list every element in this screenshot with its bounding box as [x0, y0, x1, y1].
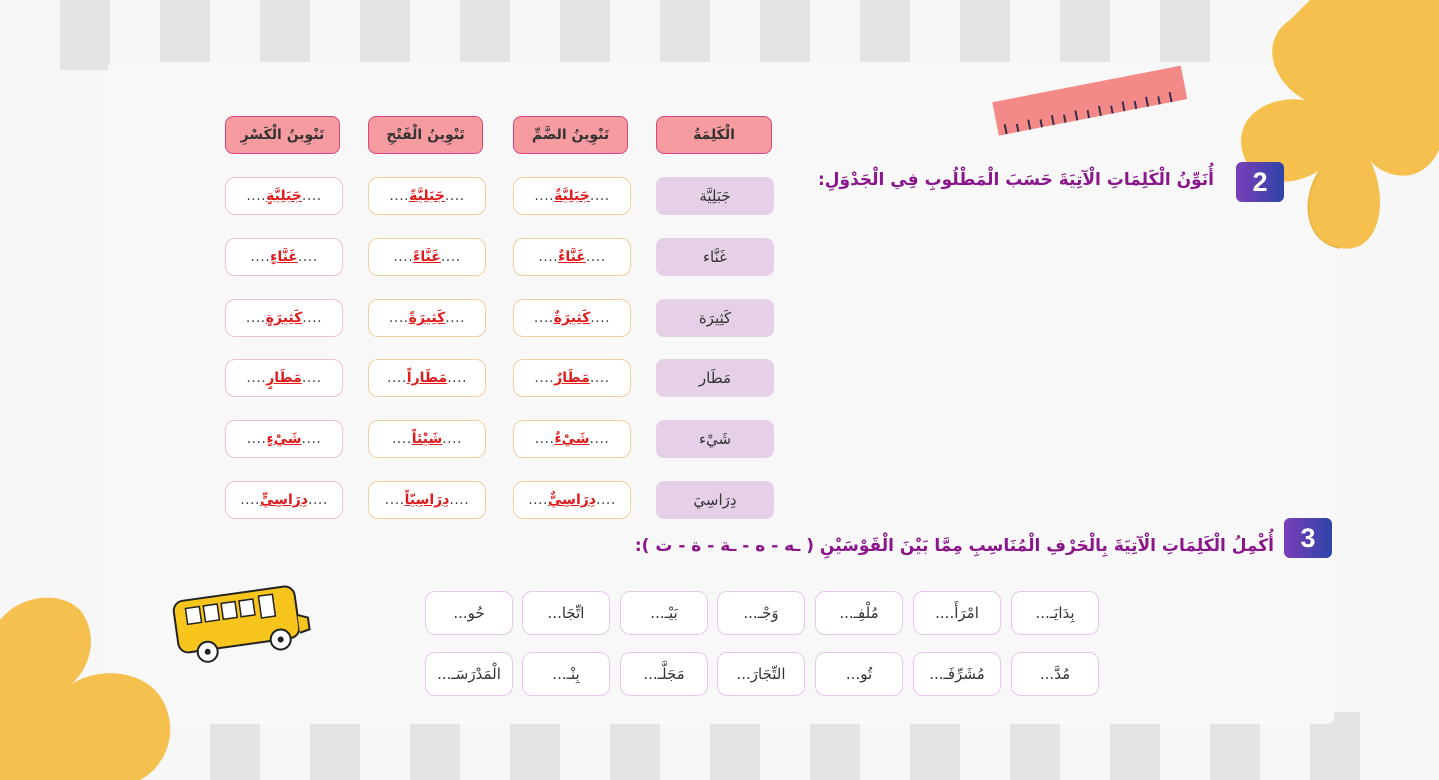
word-completion-box[interactable]: امْرَأَ....: [913, 591, 1001, 635]
cell-damm[interactable]: [513, 359, 631, 397]
word-completion-box[interactable]: مَجَلَّـ...: [620, 652, 708, 696]
dots-before: ....: [308, 492, 328, 508]
dots-after: ....: [384, 492, 405, 508]
word-completion-box[interactable]: مُلْفِـ...: [815, 591, 903, 635]
dots-before: ....: [449, 492, 470, 508]
word-completion-box[interactable]: مُشَرِّفَـ...: [913, 652, 1001, 696]
cell-damm[interactable]: [513, 238, 631, 276]
dots-before: ....: [301, 431, 322, 447]
table-word: مَطَار: [656, 359, 774, 397]
dots-after: ....: [528, 492, 549, 508]
answer-text: غَنَّاءٌ: [558, 249, 586, 265]
answer-text: جَبَلِيَّةٌ: [554, 188, 590, 204]
dots-before: ....: [302, 310, 323, 326]
dots-after: ....: [245, 310, 266, 326]
dots-after: ....: [246, 188, 267, 204]
bg-stripe: [160, 0, 210, 70]
bg-stripe: [260, 0, 310, 70]
dots-before: ....: [585, 249, 606, 265]
word-completion-box[interactable]: التِّجَارَ...: [717, 652, 805, 696]
cell-fath[interactable]: [368, 238, 486, 276]
answer-text: غَنَّاءٍ: [270, 249, 298, 265]
dots-before: ....: [301, 188, 322, 204]
cell-damm[interactable]: [513, 177, 631, 215]
bg-stripe: [660, 0, 710, 70]
question-number-badge: 2: [1236, 162, 1284, 202]
dots-before: ....: [297, 249, 318, 265]
dots-before: ....: [589, 188, 610, 204]
cell-kasr[interactable]: [225, 177, 343, 215]
dots-after: ....: [388, 310, 409, 326]
answer-text: كَثِيرَةٌ: [553, 310, 591, 326]
table-word: كَثِيرَة: [656, 299, 774, 337]
bg-stripe: [960, 0, 1010, 70]
cell-fath[interactable]: [368, 299, 486, 337]
answer-text: شَيْئاً: [411, 431, 443, 447]
dots-before: ....: [447, 370, 468, 386]
question-instruction: أُكْمِلُ الْكَلِمَاتِ الْآتِيَةَ بِالْحَرْفِ الْمُنَاسِبِ مِمَّا بَيْنَ الْقَوْسَيْنِ ( ـه - ه - ـة - ة - ت ):: [634, 536, 1274, 556]
word-completion-box[interactable]: حُو...: [425, 591, 513, 635]
bg-stripe: [360, 0, 410, 70]
school-bus-icon: [170, 583, 315, 665]
word-completion-box[interactable]: بَيْـ...: [620, 591, 708, 635]
dots-after: ....: [534, 188, 555, 204]
word-completion-box[interactable]: بِنْـ...: [522, 652, 610, 696]
dots-after: ....: [246, 370, 267, 386]
dots-after: ....: [240, 492, 261, 508]
word-completion-box[interactable]: مُدَّ...: [1011, 652, 1099, 696]
bg-stripe: [560, 0, 610, 70]
answer-text: شَيْءٌ: [554, 431, 590, 447]
cell-kasr[interactable]: [225, 481, 343, 519]
cell-fath[interactable]: [368, 481, 486, 519]
cell-damm[interactable]: [513, 299, 631, 337]
dots-before: ....: [440, 249, 461, 265]
answer-text: شَيْءٍ: [266, 431, 302, 447]
dots-after: ....: [534, 431, 555, 447]
dots-before: ....: [445, 310, 466, 326]
table-header-word: الْكَلِمَةُ: [656, 116, 772, 154]
bg-stripe: [460, 0, 510, 70]
dots-after: ....: [386, 370, 407, 386]
answer-text: دِرَاسِيٍّ: [260, 492, 308, 508]
word-completion-box[interactable]: وَجْـ...: [717, 591, 805, 635]
cell-kasr[interactable]: [225, 299, 343, 337]
dots-after: ....: [391, 431, 412, 447]
answer-text: جَبَلِيَّةٍ: [266, 188, 302, 204]
cell-fath[interactable]: [368, 359, 486, 397]
ruler-icon: [988, 62, 1192, 138]
answer-text: مَطَارٍ: [266, 370, 302, 386]
table-word: شَيْء: [656, 420, 774, 458]
bg-stripe: [60, 0, 110, 70]
bg-stripe: [1060, 0, 1110, 70]
answer-text: مَطَارٌ: [554, 370, 590, 386]
dots-after: ....: [250, 249, 271, 265]
flower-decoration-icon: [0, 590, 180, 780]
cell-damm[interactable]: [513, 481, 631, 519]
dots-before: ....: [596, 492, 616, 508]
dots-before: ....: [444, 188, 465, 204]
cell-damm[interactable]: [513, 420, 631, 458]
bg-stripe: [1160, 0, 1210, 70]
dots-before: ....: [589, 431, 610, 447]
table-word: دِرَاسِيَ: [656, 481, 774, 519]
cell-kasr[interactable]: [225, 359, 343, 397]
dots-before: ....: [442, 431, 463, 447]
flower-decoration-icon: [1230, 0, 1439, 255]
table-header-kasr: تَنْوِينُ الْكَسْرِ: [225, 116, 340, 154]
answer-text: جَبَلِيَّةً: [409, 188, 445, 204]
cell-fath[interactable]: [368, 420, 486, 458]
answer-text: كَثِيرَةً: [408, 310, 446, 326]
dots-before: ....: [301, 370, 322, 386]
answer-text: دِرَاسِيّاً: [404, 492, 450, 508]
cell-fath[interactable]: [368, 177, 486, 215]
word-completion-box[interactable]: بِدَايَـ...: [1011, 591, 1099, 635]
bg-stripe: [760, 0, 810, 70]
table-header-fath: تَنْوِينُ الْفَتْحِ: [368, 116, 483, 154]
dots-after: ....: [534, 370, 555, 386]
word-completion-box[interactable]: تُو...: [815, 652, 903, 696]
word-completion-box[interactable]: اتِّجَا...: [522, 591, 610, 635]
table-word: غَنَّاء: [656, 238, 774, 276]
dots-before: ....: [589, 370, 610, 386]
dots-after: ....: [533, 310, 554, 326]
bg-stripe: [860, 0, 910, 70]
answer-text: كَثِيرَةٍ: [265, 310, 303, 326]
word-completion-box[interactable]: الْمَدْرَسَـ...: [425, 652, 513, 696]
dots-after: ....: [538, 249, 559, 265]
dots-before: ....: [590, 310, 611, 326]
answer-text: غَنَّاءً: [413, 249, 441, 265]
dots-after: ....: [389, 188, 410, 204]
cell-kasr[interactable]: [225, 420, 343, 458]
question-instruction: أُنَوِّنُ الْكَلِمَاتِ الْآتِيَةَ حَسَبَ الْمَطْلُوبِ فِي الْجَدْوَلِ:: [817, 170, 1214, 190]
question-number-badge: 3: [1284, 518, 1332, 558]
table-word: جَبَلِيَّة: [656, 177, 774, 215]
dots-after: ....: [393, 249, 414, 265]
dots-after: ....: [246, 431, 267, 447]
answer-text: مَطَاراً: [406, 370, 448, 386]
table-header-damm: تَنْوِينُ الضَّمِّ: [513, 116, 628, 154]
answer-text: دِرَاسِيٌّ: [548, 492, 596, 508]
cell-kasr[interactable]: [225, 238, 343, 276]
